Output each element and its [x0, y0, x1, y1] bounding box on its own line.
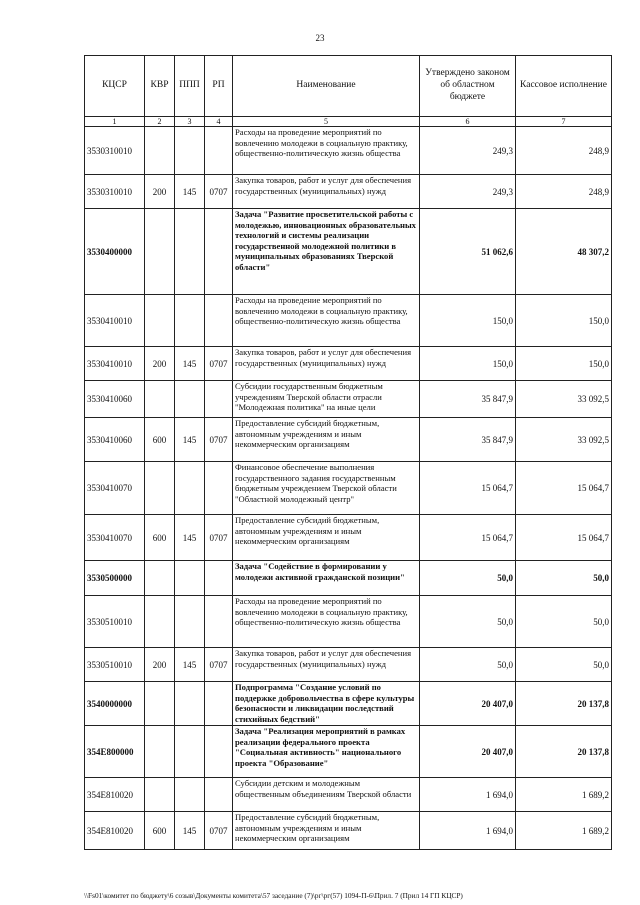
cell-kvr: [145, 381, 175, 418]
cell-approved: 20 407,0: [420, 682, 516, 726]
table-row: [85, 462, 612, 515]
table-row: [85, 812, 612, 850]
table-row: [85, 778, 612, 812]
table-row: [85, 381, 612, 418]
cell-ppp: 145: [175, 418, 205, 462]
budget-execution-table: [84, 55, 612, 850]
cell-name: Субсидии государственным бюджетным учреждениям Тверской области отрасли "Молодежная политика" на иные цели: [233, 381, 420, 418]
cell-ppp: 145: [175, 648, 205, 682]
cell-rp: 0707: [205, 648, 233, 682]
cell-kvr: 200: [145, 347, 175, 381]
cell-executed: 15 064,7: [516, 462, 612, 515]
table-row: [85, 515, 612, 561]
column-number: 1: [85, 117, 145, 127]
cell-ppp: [175, 596, 205, 648]
cell-kvr: [145, 726, 175, 778]
cell-executed: 50,0: [516, 648, 612, 682]
cell-approved: 150,0: [420, 347, 516, 381]
cell-name: Расходы на проведение мероприятий по вовлечению молодежи в социальную практику, общественно-политическую жизнь общества: [233, 295, 420, 347]
cell-approved: 50,0: [420, 596, 516, 648]
cell-executed: 15 064,7: [516, 515, 612, 561]
cell-name: Задача "Развитие просветительской работы с молодежью, инновационных образовательных технологий и системы реализации государственной молодежной политики в муниципальных образованиях Тверской области": [233, 209, 420, 295]
cell-rp: [205, 778, 233, 812]
cell-executed: 20 137,8: [516, 726, 612, 778]
cell-kcsr: 3540000000: [85, 682, 145, 726]
cell-kcsr: 3530500000: [85, 561, 145, 596]
cell-ppp: [175, 295, 205, 347]
cell-approved: 20 407,0: [420, 726, 516, 778]
column-number-row: [85, 117, 612, 127]
column-number: 7: [516, 117, 612, 127]
cell-executed: 48 307,2: [516, 209, 612, 295]
header-rp: РП: [205, 56, 233, 117]
cell-ppp: [175, 462, 205, 515]
column-number: 3: [175, 117, 205, 127]
cell-rp: [205, 561, 233, 596]
cell-kcsr: 3530410060: [85, 381, 145, 418]
cell-kvr: 600: [145, 515, 175, 561]
cell-name: Предоставление субсидий бюджетным, автономным учреждениям и иным некоммерческим организациям: [233, 418, 420, 462]
cell-executed: 33 092,5: [516, 381, 612, 418]
cell-approved: 1 694,0: [420, 812, 516, 850]
cell-rp: 0707: [205, 812, 233, 850]
cell-rp: 0707: [205, 347, 233, 381]
cell-kcsr: 3530410010: [85, 295, 145, 347]
cell-name: Задача "Реализация мероприятий в рамках реализации федерального проекта "Социальная активность" национального проекта "Образование": [233, 726, 420, 778]
table-row: [85, 726, 612, 778]
cell-ppp: [175, 778, 205, 812]
header-ppp: ППП: [175, 56, 205, 117]
cell-executed: 50,0: [516, 561, 612, 596]
cell-rp: 0707: [205, 418, 233, 462]
cell-approved: 249,3: [420, 127, 516, 175]
table-row: [85, 295, 612, 347]
table-row: [85, 596, 612, 648]
page-number: 23: [315, 33, 325, 43]
cell-approved: 35 847,9: [420, 418, 516, 462]
table-row: [85, 648, 612, 682]
cell-kvr: 200: [145, 175, 175, 209]
cell-approved: 1 694,0: [420, 778, 516, 812]
cell-kvr: [145, 596, 175, 648]
cell-name: Финансовое обеспечение выполнения государственного задания государственным бюджетным учреждением Тверской области "Областной молодежный центр": [233, 462, 420, 515]
cell-ppp: [175, 726, 205, 778]
cell-rp: 0707: [205, 515, 233, 561]
cell-rp: [205, 295, 233, 347]
cell-kvr: 600: [145, 812, 175, 850]
cell-ppp: 145: [175, 812, 205, 850]
cell-ppp: 145: [175, 175, 205, 209]
cell-ppp: 145: [175, 347, 205, 381]
cell-approved: 50,0: [420, 561, 516, 596]
table-row: [85, 175, 612, 209]
cell-name: Расходы на проведение мероприятий по вовлечению молодежи в социальную практику, общественно-политическую жизнь общества: [233, 596, 420, 648]
cell-approved: 50,0: [420, 648, 516, 682]
cell-kcsr: 3530410070: [85, 515, 145, 561]
table-body: [85, 127, 612, 850]
cell-executed: 150,0: [516, 295, 612, 347]
cell-kvr: [145, 682, 175, 726]
cell-kvr: [145, 778, 175, 812]
cell-name: Расходы на проведение мероприятий по вовлечению молодежи в социальную практику, общественно-политическую жизнь общества: [233, 127, 420, 175]
cell-name: Подпрограмма "Создание условий по поддержке добровольчества в сфере культуры безопасности и ликвидации последствий стихийных бедствий": [233, 682, 420, 726]
cell-kcsr: 3530310010: [85, 127, 145, 175]
cell-kcsr: 3530400000: [85, 209, 145, 295]
cell-executed: 248,9: [516, 175, 612, 209]
cell-name: Задача "Содействие в формировании у молодежи активной гражданской позиции": [233, 561, 420, 596]
cell-rp: [205, 127, 233, 175]
cell-kvr: [145, 561, 175, 596]
cell-approved: 15 064,7: [420, 515, 516, 561]
cell-name: Закупка товаров, работ и услуг для обеспечения государственных (муниципальных) нужд: [233, 347, 420, 381]
table-header-row: [85, 56, 612, 117]
table-row: [85, 347, 612, 381]
cell-approved: 15 064,7: [420, 462, 516, 515]
cell-executed: 33 092,5: [516, 418, 612, 462]
cell-kcsr: 3530410060: [85, 418, 145, 462]
cell-kcsr: 354E810020: [85, 778, 145, 812]
file-path-footer: \\Fs01\комитет по бюджету\6 созыв\Документы комитета\57 заседание (7)\рг\рг(57) 1094-П-6\Прил. 7 (Прил 14 ГП КЦСР): [84, 891, 463, 900]
cell-rp: [205, 596, 233, 648]
cell-ppp: [175, 127, 205, 175]
cell-name: Предоставление субсидий бюджетным, автономным учреждениям и иным некоммерческим организациям: [233, 515, 420, 561]
cell-kvr: [145, 127, 175, 175]
table-row: [85, 418, 612, 462]
cell-name: Субсидии детским и молодежным общественным объединениям Тверской области: [233, 778, 420, 812]
header-kvr: КВР: [145, 56, 175, 117]
cell-executed: 1 689,2: [516, 778, 612, 812]
cell-executed: 20 137,8: [516, 682, 612, 726]
column-number: 4: [205, 117, 233, 127]
table-row: [85, 561, 612, 596]
cell-kvr: [145, 462, 175, 515]
cell-kcsr: 354E810020: [85, 812, 145, 850]
cell-name: Предоставление субсидий бюджетным, автономным учреждениям и иным некоммерческим организациям: [233, 812, 420, 850]
cell-approved: 51 062,6: [420, 209, 516, 295]
cell-executed: 1 689,2: [516, 812, 612, 850]
cell-kvr: 600: [145, 418, 175, 462]
cell-name: Закупка товаров, работ и услуг для обеспечения государственных (муниципальных) нужд: [233, 175, 420, 209]
column-number: 2: [145, 117, 175, 127]
cell-name: Закупка товаров, работ и услуг для обеспечения государственных (муниципальных) нужд: [233, 648, 420, 682]
column-number: 5: [233, 117, 420, 127]
cell-approved: 150,0: [420, 295, 516, 347]
table-row: [85, 682, 612, 726]
cell-executed: 150,0: [516, 347, 612, 381]
cell-rp: [205, 462, 233, 515]
table-row: [85, 209, 612, 295]
cell-kcsr: 354E800000: [85, 726, 145, 778]
cell-kcsr: 3530410010: [85, 347, 145, 381]
cell-ppp: [175, 209, 205, 295]
cell-kvr: [145, 295, 175, 347]
cell-approved: 249,3: [420, 175, 516, 209]
cell-ppp: 145: [175, 515, 205, 561]
cell-rp: [205, 381, 233, 418]
cell-kcsr: 3530510010: [85, 596, 145, 648]
cell-approved: 35 847,9: [420, 381, 516, 418]
cell-ppp: [175, 561, 205, 596]
column-number: 6: [420, 117, 516, 127]
cell-ppp: [175, 381, 205, 418]
header-name: Наименование: [233, 56, 420, 117]
header-kcsr: КЦСР: [85, 56, 145, 117]
cell-rp: [205, 682, 233, 726]
cell-kvr: [145, 209, 175, 295]
cell-rp: 0707: [205, 175, 233, 209]
cell-kcsr: 3530310010: [85, 175, 145, 209]
cell-executed: 248,9: [516, 127, 612, 175]
cell-kcsr: 3530510010: [85, 648, 145, 682]
cell-kcsr: 3530410070: [85, 462, 145, 515]
cell-ppp: [175, 682, 205, 726]
cell-executed: 50,0: [516, 596, 612, 648]
cell-rp: [205, 726, 233, 778]
header-executed: Кассовое исполнение: [516, 56, 612, 117]
table-row: [85, 127, 612, 175]
cell-kvr: 200: [145, 648, 175, 682]
cell-rp: [205, 209, 233, 295]
header-approved: Утверждено законом об областном бюджете: [420, 56, 516, 117]
